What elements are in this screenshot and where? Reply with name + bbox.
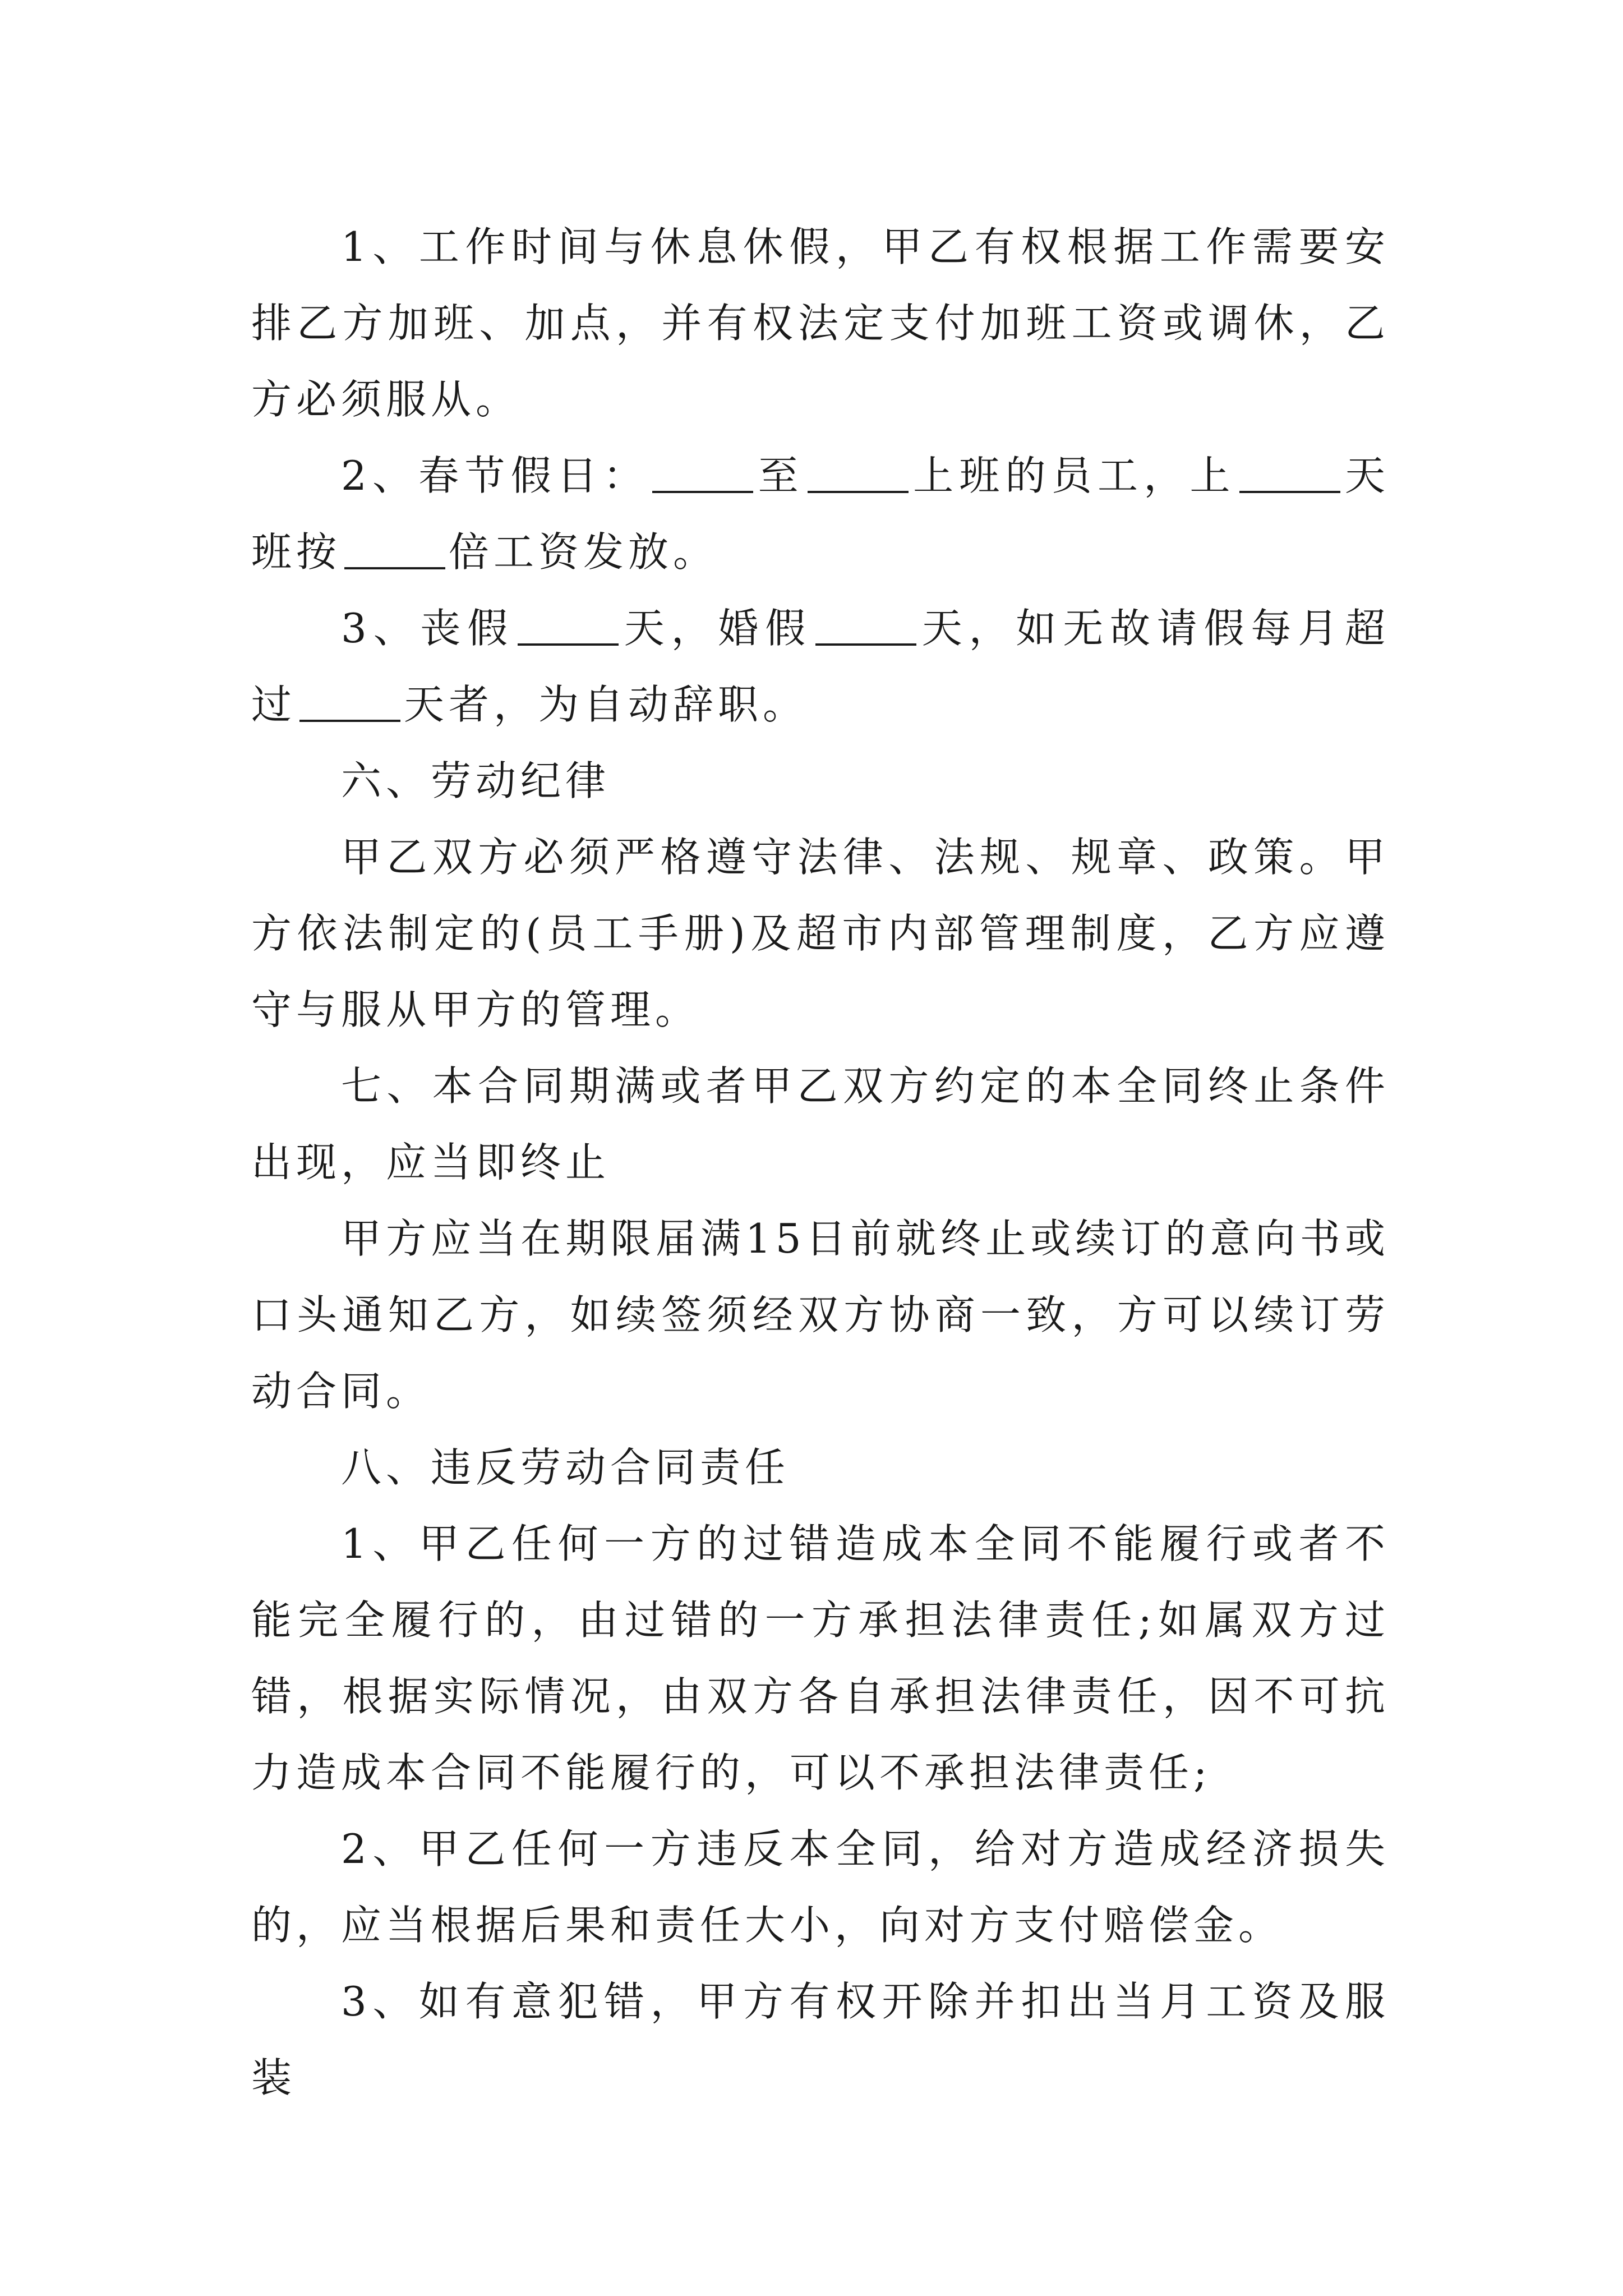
paragraph-text: 天，如无故请假每月超过 <box>251 605 1390 728</box>
paragraph-p3 <box>251 590 1390 743</box>
paragraph-p8 <box>251 1429 1390 1506</box>
paragraph-p5 <box>251 819 1390 1048</box>
fill-in-blank <box>1239 457 1340 493</box>
fill-in-blank <box>808 457 909 493</box>
paragraph-text: 3、如有意犯错，甲方有权开除并扣出当月工资及服装 <box>251 1978 1390 2101</box>
paragraph-text: 1、工作时间与休息休假，甲乙有权根据工作需要安排乙方加班、加点，并有权法定支付加班工资或调休，乙方必须服从。 <box>251 223 1390 423</box>
paragraph-p4 <box>251 743 1390 819</box>
paragraph-text: 上班的员工，上 <box>911 452 1236 499</box>
paragraph-text: 2、甲乙任何一方违反本全同，给对方造成经济损失的，应当根据后果和责任大小，向对方支付赔偿金。 <box>251 1825 1390 1949</box>
paragraph-p10 <box>251 1811 1390 1963</box>
fill-in-blank <box>815 610 916 646</box>
paragraph-text: 八、违反劳动合同责任 <box>341 1444 790 1491</box>
paragraph-text: 七、本合同期满或者甲乙双方约定的本全同终止条件出现，应当即终止 <box>251 1062 1390 1186</box>
paragraph-p1 <box>251 209 1390 438</box>
paragraph-text: 六、劳动纪律 <box>341 757 611 804</box>
paragraph-text: 3、丧假 <box>341 605 514 652</box>
paragraph-text: 甲方应当在期限届满15日前就终止或续订的意向书或口头通知乙方，如续签须经双方协商一致，方可以续订劳动合同。 <box>251 1215 1390 1415</box>
fill-in-blank <box>652 457 753 493</box>
paragraph-text: 天班按 <box>251 452 1390 576</box>
fill-in-blank <box>344 533 445 569</box>
paragraph-text: 至 <box>757 452 804 499</box>
document-body <box>251 209 1390 2116</box>
paragraph-text: 1、甲乙任何一方的过错造成本全同不能履行或者不能完全履行的，由过错的一方承担法律责任;如属双方过错，根据实际情况，由双方各自承担法律责任，因不可抗力造成本合同不能履行的，可以不承担法律责任; <box>251 1520 1390 1796</box>
fill-in-blank <box>299 686 400 722</box>
paragraph-p6 <box>251 1048 1390 1200</box>
paragraph-text: 2、春节假日： <box>341 452 649 499</box>
paragraph-p7 <box>251 1200 1390 1429</box>
paragraph-text: 天，婚假 <box>622 605 812 652</box>
paragraph-p9 <box>251 1506 1390 1811</box>
paragraph-p2 <box>251 438 1390 590</box>
fill-in-blank <box>518 610 619 646</box>
paragraph-text: 天者，为自动辞职。 <box>404 681 808 728</box>
paragraph-text: 倍工资发放。 <box>449 528 718 576</box>
paragraph-text: 甲乙双方必须严格遵守法律、法规、规章、政策。甲方依法制定的(员工手册)及超市内部管理制度，乙方应遵守与服从甲方的管理。 <box>251 834 1390 1033</box>
paragraph-p11 <box>251 1963 1390 2116</box>
